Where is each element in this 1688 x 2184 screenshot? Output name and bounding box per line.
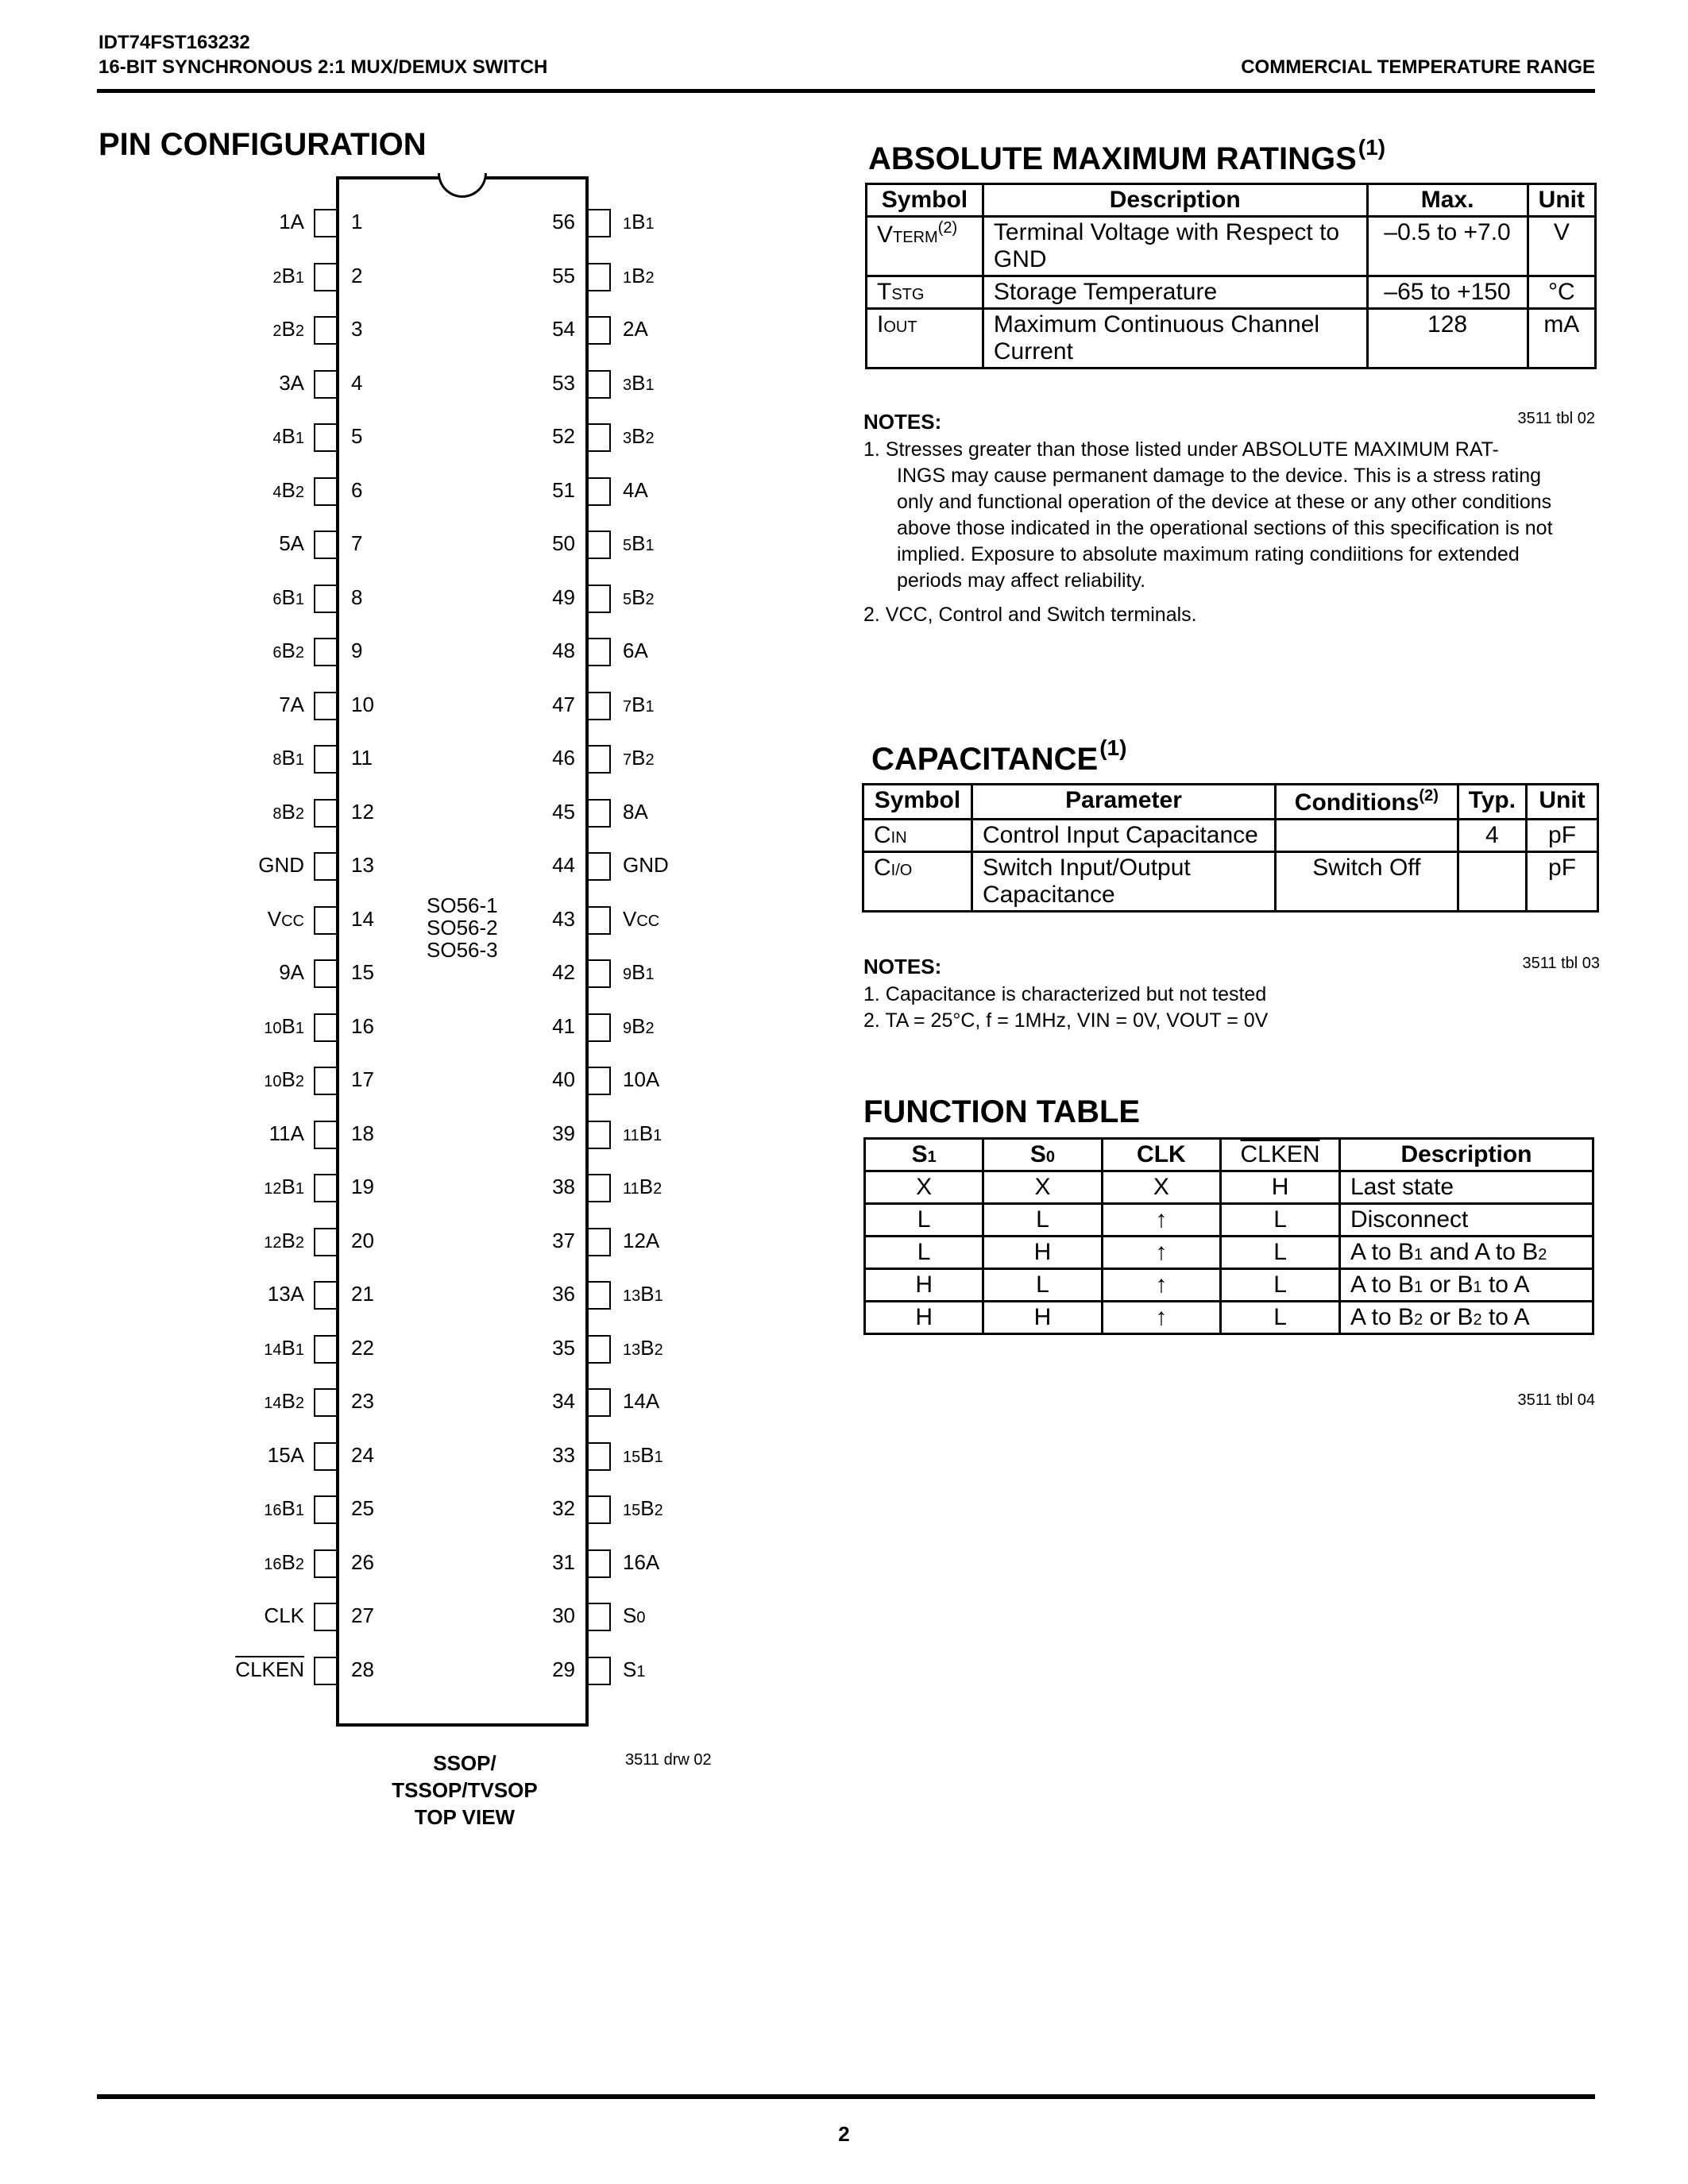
pin-name: 3A [279, 370, 304, 395]
pin-number: 25 [351, 1496, 374, 1520]
pin-lead [589, 316, 611, 345]
clk-cell: ↑ [1102, 1204, 1221, 1237]
pin-name: 9A [279, 960, 304, 984]
capacitance-title-text: CAPACITANCE [871, 742, 1099, 777]
pin-lead [314, 1013, 336, 1042]
package-line: SO56-1 [427, 893, 498, 917]
pin-number: 34 [552, 1389, 575, 1413]
pin-name: 1B2 [623, 263, 655, 287]
pin-number: 31 [552, 1549, 575, 1574]
pin-lead [314, 959, 336, 988]
pin-name: 10A [623, 1067, 660, 1091]
pin-lead [314, 1228, 336, 1256]
pin-lead [589, 799, 611, 828]
pin-lead [314, 477, 336, 506]
pin-name: 7B2 [623, 746, 655, 770]
page-number: 2 [838, 2122, 850, 2146]
clken-cell: L [1221, 1237, 1340, 1269]
pin-lead [314, 531, 336, 559]
capacitance-title-note: (1) [1099, 735, 1127, 760]
clken-cell: L [1221, 1302, 1340, 1334]
description-cell: A to B1 and A to B2 [1339, 1237, 1593, 1269]
s1-cell: H [865, 1269, 983, 1302]
pin-name: 6B2 [272, 639, 304, 662]
function-table [863, 1137, 1594, 1335]
pin-name: 7A [279, 692, 304, 716]
pin-number: 56 [552, 210, 575, 233]
pin-name: CLKEN [235, 1657, 304, 1681]
pin-name: 5B2 [623, 585, 655, 609]
pin-lead [314, 692, 336, 720]
note-line: implied. Exposure to absolute maximum rating condiitions for extended [897, 543, 1520, 565]
abs-max-notes-label: NOTES: [863, 410, 942, 434]
pin-name: 12B1 [264, 1175, 304, 1198]
pin-lead [314, 745, 336, 774]
pin-number: 39 [552, 1121, 575, 1145]
pin-number: 7 [351, 531, 363, 555]
pin-lead [314, 852, 336, 881]
pin-name: 10B1 [264, 1013, 304, 1038]
pin-lead [589, 1013, 611, 1042]
table-header-row [865, 1139, 1593, 1171]
pin-lead [314, 1657, 336, 1685]
max-cell: –0.5 to +7.0 [1367, 217, 1528, 276]
pin-name: 12A [623, 1228, 660, 1252]
package-caption [365, 1750, 564, 1831]
pin-name: 13A [267, 1282, 304, 1306]
table-row [867, 217, 1596, 276]
pin-number: 36 [552, 1282, 575, 1306]
package-line: SO56-3 [427, 938, 498, 962]
pin-name: 2B1 [272, 263, 304, 287]
pin-name: 8B1 [272, 746, 304, 770]
note-line: periods may affect reliability. [897, 569, 1146, 592]
column-header [1276, 785, 1458, 820]
pin-name: 8A [623, 799, 648, 824]
pin-number: 41 [552, 1013, 575, 1038]
pin-name: 15B2 [623, 1496, 663, 1520]
typ-cell [1458, 852, 1526, 912]
pin-name: VCC [623, 906, 660, 931]
max-cell: –65 to +150 [1367, 276, 1528, 309]
temperature-range: COMMERCIAL TEMPERATURE RANGE [1241, 56, 1595, 78]
pin-config-title: PIN CONFIGURATION [98, 127, 427, 162]
table-row [865, 1237, 1593, 1269]
pin-lead [589, 1388, 611, 1417]
pin-name: 8B2 [272, 799, 304, 824]
pin-lead [314, 1335, 336, 1364]
max-cell: 128 [1367, 309, 1528, 369]
pin-lead [589, 477, 611, 506]
description-cell: A to B2 or B2 to A [1339, 1302, 1593, 1334]
column-header-clk: CLK [1102, 1139, 1221, 1171]
table-row [867, 309, 1596, 369]
pin-name: 12B2 [264, 1228, 304, 1252]
pin-number: 43 [552, 906, 575, 931]
pin-lead [314, 263, 336, 291]
pin-name: 16B1 [264, 1496, 304, 1520]
note-line: 2. TA = 25°C, f = 1MHz, VIN = 0V, VOUT = 0V [863, 1009, 1269, 1032]
package-list [427, 894, 498, 961]
pin-name: 2A [623, 317, 648, 341]
pin-lead [314, 423, 336, 452]
pin-number: 28 [351, 1657, 374, 1681]
pin-number: 27 [351, 1603, 374, 1627]
description-cell: Storage Temperature [983, 276, 1367, 309]
clk-cell: ↑ [1102, 1237, 1221, 1269]
pin-name: 11B1 [623, 1121, 662, 1145]
caption-line: SSOP/ [433, 1751, 496, 1775]
unit-cell: V [1528, 217, 1595, 276]
column-header: Description [983, 184, 1367, 217]
footer-rule [97, 2094, 1595, 2099]
pin-number: 38 [552, 1175, 575, 1198]
pin-number: 19 [351, 1175, 374, 1198]
symbol-cio: CI/O [874, 855, 913, 881]
conditions-note: (2) [1419, 787, 1439, 805]
pin-lead [589, 852, 611, 881]
table-row [863, 820, 1598, 852]
symbol-cell [863, 852, 972, 912]
pin-name: 15A [267, 1442, 304, 1467]
pin-name: 16A [623, 1549, 660, 1574]
function-table-ref: 3511 tbl 04 [1517, 1391, 1595, 1409]
pin-number: 18 [351, 1121, 374, 1145]
pin-lead [589, 209, 611, 237]
capacitance-notes-label: NOTES: [863, 955, 942, 978]
column-header: Max. [1367, 184, 1528, 217]
column-header: Unit [1527, 785, 1598, 820]
pin-lead [589, 1442, 611, 1471]
pin-number: 44 [552, 853, 575, 877]
pin-name: S1 [623, 1657, 646, 1681]
table-row [867, 276, 1596, 309]
column-header-clken [1221, 1139, 1340, 1171]
pin-lead [589, 1067, 611, 1095]
pin-lead [314, 316, 336, 345]
pin-lead [589, 1549, 611, 1578]
pin-name: 4A [623, 477, 648, 502]
pin-number: 20 [351, 1228, 374, 1252]
table-header-row [867, 184, 1596, 217]
pin-lead [314, 1067, 336, 1095]
pin-number: 50 [552, 531, 575, 555]
pin-number: 15 [351, 960, 374, 984]
pin-lead [589, 1281, 611, 1310]
clken-header-text: CLKEN [1240, 1141, 1320, 1167]
s1-cell: H [865, 1302, 983, 1334]
abs-max-notes [863, 437, 1598, 628]
pin-name: GND [623, 853, 669, 877]
pin-number: 52 [552, 424, 575, 448]
pin-number: 55 [552, 263, 575, 287]
pin-number: 11 [351, 746, 373, 770]
table-header-row [863, 785, 1598, 820]
clken-cell: H [1221, 1171, 1340, 1204]
pin-lead [589, 370, 611, 399]
pin-number: 1 [351, 210, 363, 233]
pin-name: 3B1 [623, 370, 655, 395]
pin-lead [314, 1549, 336, 1578]
symbol-vterm: VTERM [877, 222, 938, 248]
symbol-tstg: TSTG [877, 279, 925, 305]
column-header: Parameter [971, 785, 1275, 820]
pin-name: 11B2 [623, 1175, 662, 1198]
pin-lead [314, 1121, 336, 1149]
s1-cell: L [865, 1237, 983, 1269]
pin-lead [314, 1442, 336, 1471]
pin-number: 29 [552, 1657, 575, 1681]
pin-number: 2 [351, 263, 363, 287]
table-row [865, 1171, 1593, 1204]
capacitance-notes [863, 982, 1598, 1034]
pin-name: 4B2 [272, 477, 304, 502]
pin-lead [589, 423, 611, 452]
symbol-iout: IOUT [877, 311, 917, 338]
pin-lead [314, 1281, 336, 1310]
pin-number: 47 [552, 692, 575, 716]
capacitance-table [862, 783, 1599, 913]
note-line: 1. Stresses greater than those listed under ABSOLUTE MAXIMUM RAT- [863, 438, 1499, 461]
s0-cell: X [983, 1171, 1102, 1204]
pin-number: 22 [351, 1335, 374, 1360]
header-left [98, 30, 547, 79]
note-line: only and functional operation of the device at these or any other conditions [897, 491, 1552, 513]
symbol-cin: CIN [874, 822, 907, 848]
abs-max-table [865, 183, 1597, 369]
s0-cell: H [983, 1237, 1102, 1269]
pin-number: 51 [552, 477, 575, 502]
column-header-description: Description [1339, 1139, 1593, 1171]
abs-max-title [868, 135, 1385, 177]
description-cell: A to B1 or B1 to A [1339, 1269, 1593, 1302]
pin-lead [589, 906, 611, 935]
s0-cell: L [983, 1269, 1102, 1302]
abs-max-title-text: ABSOLUTE MAXIMUM RATINGS [868, 141, 1357, 176]
parameter-cell: Control Input Capacitance [971, 820, 1275, 852]
pin-lead [314, 799, 336, 828]
pin-number: 37 [552, 1228, 575, 1252]
clk-cell: ↑ [1102, 1302, 1221, 1334]
pin-name: 13B1 [623, 1282, 663, 1306]
part-number: IDT74FST163232 [98, 32, 250, 53]
pin-name: 5A [279, 531, 304, 555]
pin-name: 7B1 [623, 692, 655, 716]
pin-number: 35 [552, 1335, 575, 1360]
pin-name: 5B1 [623, 531, 655, 555]
pin-name: 14B2 [264, 1389, 304, 1413]
conditions-header-text: Conditions [1294, 789, 1420, 816]
pin-lead [589, 1121, 611, 1149]
description-cell: Disconnect [1339, 1204, 1593, 1237]
pin-name: 9B1 [623, 960, 655, 984]
symbol-cell [867, 217, 983, 276]
pin-number: 6 [351, 477, 363, 502]
caption-line: TOP VIEW [414, 1805, 516, 1829]
s0-cell: L [983, 1204, 1102, 1237]
clken-cell: L [1221, 1204, 1340, 1237]
column-header-s1: S1 [865, 1139, 983, 1171]
table-row [863, 852, 1598, 912]
pin-lead [589, 1603, 611, 1631]
pin-name: VCC [267, 906, 304, 931]
pin-number: 21 [351, 1282, 374, 1306]
column-header-s0: S0 [983, 1139, 1102, 1171]
parameter-cell: Switch Input/Output Capacitance [971, 852, 1275, 912]
pin-name: 6B1 [272, 585, 304, 609]
symbol-cell [863, 820, 972, 852]
drawing-reference: 3511 drw 02 [625, 1751, 712, 1769]
pin-name: 1A [279, 210, 304, 233]
pin-lead [589, 1657, 611, 1685]
pin-number: 42 [552, 960, 575, 984]
unit-cell: pF [1527, 852, 1598, 912]
pin-name: 15B1 [623, 1442, 663, 1467]
pin-number: 45 [552, 799, 575, 824]
pin-number: 23 [351, 1389, 374, 1413]
note-line: INGS may cause permanent damage to the device. This is a stress rating [897, 465, 1542, 487]
pin-number: 54 [552, 317, 575, 341]
table-row [865, 1269, 1593, 1302]
table-row [865, 1302, 1593, 1334]
header-subtitle: 16-BIT SYNCHRONOUS 2:1 MUX/DEMUX SWITCH [98, 56, 548, 78]
note-line: 2. VCC, Control and Switch terminals. [863, 604, 1197, 626]
pin-number: 12 [351, 799, 374, 824]
symbol-note: (2) [937, 219, 958, 237]
pin-lead [314, 638, 336, 666]
function-table-body [865, 1171, 1593, 1334]
caption-line: TSSOP/TVSOP [392, 1778, 538, 1802]
pin-lead [589, 531, 611, 559]
pin-number: 40 [552, 1067, 575, 1091]
pin-name: 2B2 [272, 317, 304, 341]
pin-name: GND [258, 853, 304, 877]
pin-number: 8 [351, 585, 363, 609]
table-row [865, 1204, 1593, 1237]
pin-lead [314, 585, 336, 613]
clk-cell: X [1102, 1171, 1221, 1204]
pin-name: 14B1 [264, 1335, 304, 1360]
pin-name: S0 [623, 1603, 646, 1627]
clk-cell: ↑ [1102, 1269, 1221, 1302]
pin-lead [314, 1495, 336, 1524]
capacitance-title [871, 735, 1126, 778]
header-rule [97, 89, 1595, 93]
pin-number: 13 [351, 853, 374, 877]
pin-name: 13B2 [623, 1335, 663, 1360]
description-cell: Last state [1339, 1171, 1593, 1204]
pin-number: 46 [552, 746, 575, 770]
pin-number: 5 [351, 424, 363, 448]
column-header: Symbol [863, 785, 972, 820]
pin-name: 10B2 [264, 1067, 304, 1091]
conditions-cell: Switch Off [1276, 852, 1458, 912]
pin-lead [589, 1228, 611, 1256]
pin-lead [589, 1335, 611, 1364]
unit-cell: mA [1528, 309, 1595, 369]
clken-cell: L [1221, 1269, 1340, 1302]
s1-cell: L [865, 1204, 983, 1237]
s1-cell: X [865, 1171, 983, 1204]
pin-lead [589, 585, 611, 613]
pin-name: CLK [264, 1603, 304, 1627]
pin-lead [589, 638, 611, 666]
capacitance-table-ref: 3511 tbl 03 [1522, 955, 1600, 972]
pin-number: 24 [351, 1442, 374, 1467]
description-cell: Terminal Voltage with Respect to GND [983, 217, 1367, 276]
package-line: SO56-2 [427, 916, 498, 940]
pin-number: 4 [351, 370, 363, 395]
pin-name: 11A [268, 1121, 304, 1145]
abs-max-title-note: (1) [1358, 135, 1386, 160]
pin-number: 16 [351, 1013, 374, 1038]
unit-cell: °C [1528, 276, 1595, 309]
pin-lead [589, 1495, 611, 1524]
pin-number: 32 [552, 1496, 575, 1520]
pin-number: 48 [552, 639, 575, 662]
s0-cell: H [983, 1302, 1102, 1334]
pin-number: 33 [552, 1442, 575, 1467]
pin-lead [589, 1174, 611, 1202]
pin-lead [314, 209, 336, 237]
abs-max-table-ref: 3511 tbl 02 [1517, 410, 1595, 427]
typ-cell: 4 [1458, 820, 1526, 852]
pin-lead [589, 692, 611, 720]
pin-lead [314, 1388, 336, 1417]
pin-number: 9 [351, 639, 363, 662]
description-cell: Maximum Continuous Channel Current [983, 309, 1367, 369]
pin-name: 3B2 [623, 424, 655, 448]
symbol-cell [867, 309, 983, 369]
pin-number: 30 [552, 1603, 575, 1627]
pin-number: 49 [552, 585, 575, 609]
column-header: Typ. [1458, 785, 1526, 820]
pin-lead [314, 1603, 336, 1631]
note-line: 1. Capacitance is characterized but not tested [863, 983, 1267, 1005]
pin-name: 14A [623, 1389, 660, 1413]
pin-name: 1B1 [623, 210, 655, 233]
column-header: Symbol [867, 184, 983, 217]
pin-number: 3 [351, 317, 363, 341]
pin-number: 17 [351, 1067, 374, 1091]
pin-number: 14 [351, 906, 374, 931]
pin-name: 6A [623, 639, 648, 662]
pin-number: 26 [351, 1549, 374, 1574]
pin-number: 10 [351, 692, 374, 716]
pin-name: 16B2 [264, 1549, 304, 1574]
function-table-title: FUNCTION TABLE [863, 1094, 1141, 1129]
pin-lead [314, 906, 336, 935]
pin-name: 9B2 [623, 1013, 655, 1038]
conditions-cell [1276, 820, 1458, 852]
pin-lead [589, 959, 611, 988]
symbol-cell [867, 276, 983, 309]
column-header: Unit [1528, 184, 1595, 217]
note-line: above those indicated in the operational sections of this specification is not [897, 517, 1553, 539]
pin-name: 4B1 [272, 424, 304, 448]
pin-lead [314, 1174, 336, 1202]
pin-lead [314, 370, 336, 399]
unit-cell: pF [1527, 820, 1598, 852]
pin-number: 53 [552, 370, 575, 395]
pin-lead [589, 745, 611, 774]
pin-lead [589, 263, 611, 291]
